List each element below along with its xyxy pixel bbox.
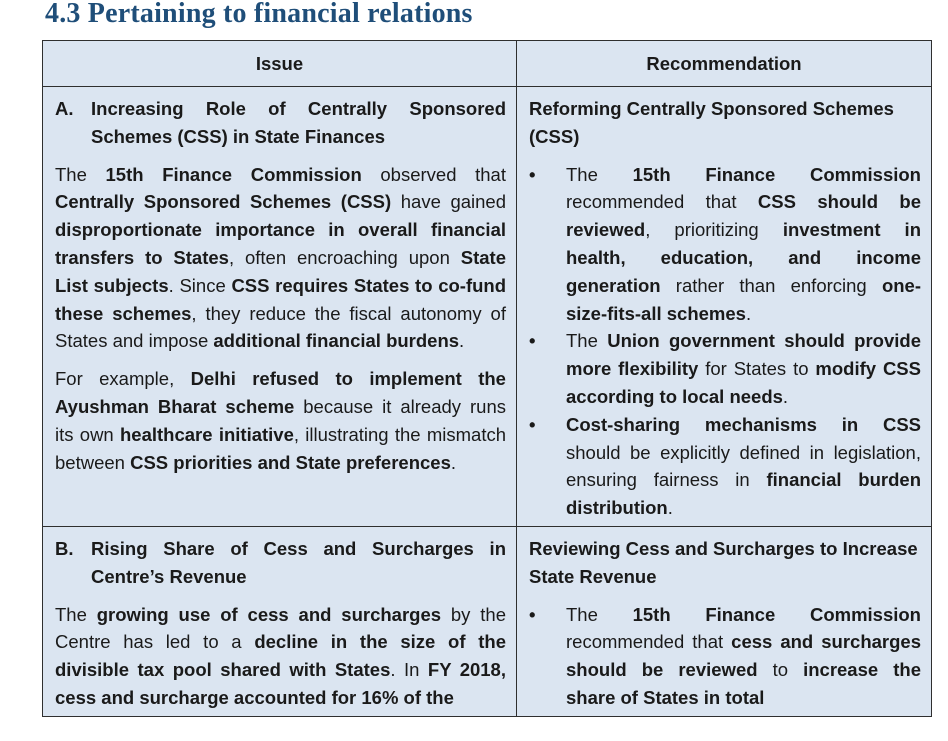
issue-title-text: Rising Share of Cess and Surcharges in Centre’s Revenue (91, 537, 506, 587)
emphasis-text: 15th Finance Commission (105, 163, 362, 185)
emphasis-text: disproportionate importance in overall financial transfers to States (55, 219, 506, 268)
recommendation-item (529, 601, 921, 712)
recommendation-list (529, 601, 921, 712)
recommendation-cell (517, 87, 932, 527)
emphasis-text: CSS priorities and State preferences (130, 451, 451, 473)
table-row (43, 87, 932, 527)
recommendation-item-text: The 15th Finance Commission recommended that CSS should be reviewed, prioritizing investment in health, education, and income generation rather than enforcing one-size-fits-all schemes. (566, 163, 922, 324)
bullet-icon: • (529, 603, 536, 625)
emphasis-text: Delhi refused to implement the Ayushman Bharat scheme (55, 368, 506, 417)
issue-cell (43, 87, 517, 527)
emphasis-text: financial burden distribution (566, 469, 921, 519)
recommendation-item (529, 411, 921, 522)
emphasis-text: FY 2018, cess and surcharge accounted for 16% of the (55, 659, 506, 708)
emphasis-text: modify CSS according to local needs (566, 358, 921, 407)
emphasis-text: decline in the size of the divisible tax pool shared with States (55, 631, 506, 681)
emphasis-text: increase the share of States in total (566, 659, 921, 708)
recommendation-cell (517, 526, 932, 716)
table-row (43, 526, 932, 716)
issue-letter: A. (55, 98, 74, 119)
emphasis-text: 15th Finance Commission (632, 603, 921, 625)
issue-title (55, 95, 506, 151)
recommendations-table (42, 40, 932, 717)
header-issue: Issue (43, 41, 517, 87)
emphasis-text: Cost-sharing mechanisms in CSS (566, 413, 921, 435)
emphasis-text: growing use of cess and surcharges (96, 603, 442, 625)
recommendation-item-text: The 15th Finance Commission recommended that cess and surcharges should be reviewed to increase the share of States in total (566, 603, 921, 708)
recommendation-title: Reviewing Cess and Surcharges to Increase State Revenue (529, 537, 918, 587)
emphasis-text: 15th Finance Commission (632, 163, 921, 185)
emphasis-text: cess and surcharges should be reviewed (566, 631, 921, 681)
issue-cell (43, 526, 517, 716)
emphasis-text: CSS should be reviewed (566, 191, 921, 241)
issue-paragraph: For example, Delhi refused to implement the Ayushman Bharat scheme because it already runs its own healthcare initiative, illustrating the mismatch between CSS priorities and State preferences. (55, 368, 507, 473)
recommendation-item (529, 327, 921, 410)
emphasis-text: additional financial burdens (213, 330, 460, 352)
bullet-icon: • (529, 413, 536, 435)
header-recommendation: Recommendation (517, 41, 932, 87)
emphasis-text: healthcare initiative (120, 423, 294, 445)
emphasis-text: State List subjects (55, 246, 506, 296)
recommendation-title: Reforming Centrally Sponsored Schemes (CSS) (529, 98, 894, 147)
section-title: 4.3 Pertaining to financial relations (45, 0, 473, 29)
recommendation-list (529, 161, 921, 522)
issue-title (55, 535, 506, 591)
recommendation-item-text: The Union government should provide more flexibility for States to modify CSS according to local needs. (566, 330, 921, 407)
issue-letter: B. (55, 537, 74, 559)
emphasis-text: one-size-fits-all schemes (566, 274, 921, 324)
bullet-icon: • (529, 163, 536, 185)
recommendation-item (529, 161, 921, 328)
recommendation-item-text: Cost-sharing mechanisms in CSS should be explicitly defined in legislation, ensuring fairness in financial burden distribution. (566, 413, 921, 519)
table-header-row (43, 41, 932, 87)
emphasis-text: CSS requires States to co-fund these schemes (55, 274, 507, 324)
emphasis-text: Union government should provide more flexibility (566, 330, 921, 380)
issue-paragraph: The 15th Finance Commission observed that Centrally Sponsored Schemes (CSS) have gained disproportionate importance in overall financial transfers to States, often encroaching upon State List subjects. Since CSS requires States to co-fund these schemes, they reduce the fiscal autonomy of States and impose additional financial burdens. (55, 163, 507, 352)
emphasis-text: investment in health, education, and income generation (566, 219, 922, 296)
issue-paragraph: The growing use of cess and surcharges by the Centre has led to a decline in the size of the divisible tax pool shared with States. In FY 2018, cess and surcharge accounted for 16% of the (55, 603, 506, 708)
issue-title-text: Increasing Role of Centrally Sponsored Schemes (CSS) in State Finances (91, 98, 506, 147)
bullet-icon: • (529, 330, 536, 352)
emphasis-text: Centrally Sponsored Schemes (CSS) (55, 191, 392, 213)
